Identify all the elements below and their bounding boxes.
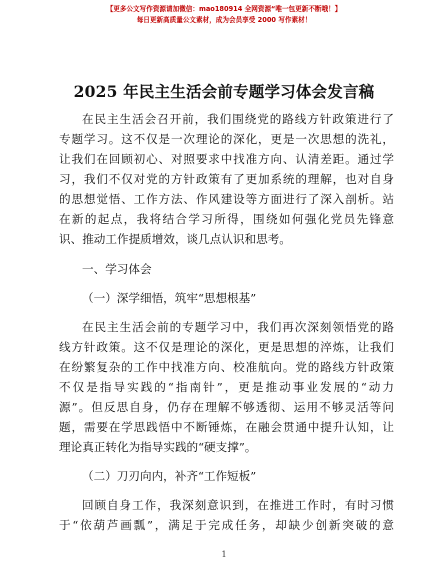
subsection-heading: （二）刀刃向内，补齐“工作短板”: [82, 469, 257, 483]
header-banner: [0, 4, 448, 26]
banner-line-2: 每日更新高质量公文素材，成为会员享受 2000 写作素材！: [136, 16, 312, 24]
paragraph-line: 在新的起点，我将结合学习所得，围绕如何强化党员先锋意: [59, 212, 394, 226]
page-number: 1: [221, 550, 227, 559]
subsection-heading: （一）深学细悟，筑牢“思想根基”: [82, 291, 257, 305]
section-heading: 一、学习体会: [82, 262, 152, 276]
paragraph-line: 线方针政策。这不仅是理论的深化，更是思想的淬炼，让我们: [59, 340, 394, 354]
paragraph-line: 源”。但反思自身，仍存在理解不够透彻、运用不够灵活等问: [59, 400, 394, 414]
banner-line-1: 【更多公文写作资源请加微信：mao180914 全网资源“唯一包更新不断哦！】: [106, 5, 342, 13]
paragraph-line: 在民主生活会召开前，我们围绕党的路线方针政策进行了: [82, 112, 394, 126]
paragraph-line: 在民主生活会前的专题学习中，我们再次深刻领悟党的路: [82, 320, 394, 334]
paragraph-line: 于“依葫芦画瓢”，满足于完成任务，却缺少创新突破的意: [59, 518, 394, 532]
paragraph-line: 不仅是指导实践的“指南针”，更是推动事业发展的“动力: [59, 380, 394, 394]
paragraph-line: 回顾自身工作，我深刻意识到，在推进工作时，有时习惯: [82, 498, 394, 512]
paragraph-line: 让我们在回顾初心、对照要求中找准方向、认清差距。通过学: [59, 152, 394, 166]
document-title: 2025 年民主生活会前专题学习体会发言稿: [73, 82, 375, 101]
paragraph-line: 题，需要在学思践悟中不断锤炼，在融会贯通中提升认知，让: [59, 420, 394, 434]
paragraph-line: 识、推动工作提质增效，谈几点认识和思考。: [59, 232, 291, 246]
paragraph-line: 理论真正转化为指导实践的“硬支撑”。: [59, 440, 257, 454]
paragraph-line: 习，我们不仅对党的方针政策有了更加系统的理解，也对自身: [59, 172, 394, 186]
paragraph-line: 的思想觉悟、工作方法、作风建设等方面进行了深入剖析。站: [59, 192, 394, 206]
paragraph-line: 专题学习。这不仅是一次理论的深化，更是一次思想的洗礼，: [59, 132, 394, 146]
paragraph-line: 在纷繁复杂的工作中找准方向、校准航向。党的路线方针政策: [59, 360, 394, 374]
